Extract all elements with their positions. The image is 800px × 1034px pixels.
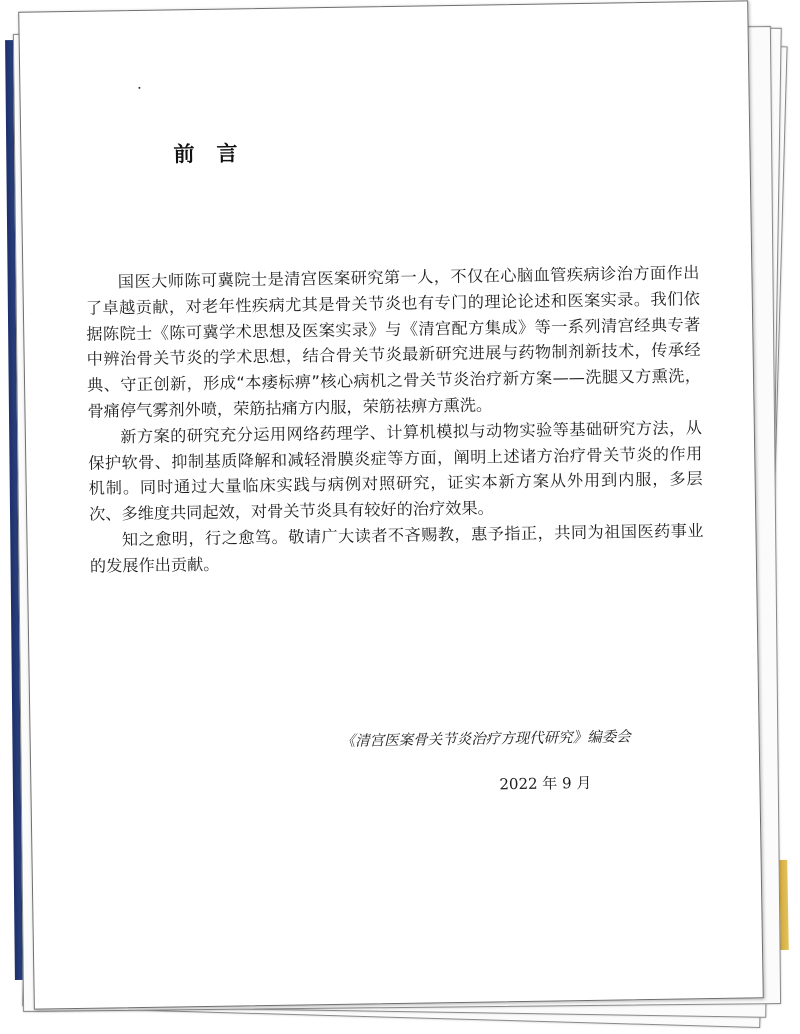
preface-body [85,260,704,579]
paragraph-3: 知之愈明，行之愈笃。敬请广大读者不吝赐教，惠予指正，共同为祖国医药事业的发展作出贡献。 [89,521,704,576]
page-content [81,2,704,794]
editorial-board-signature: 《清宫医案骨关节炎治疗方现代研究》编委会 [340,729,631,750]
paragraph-1: 国医大师陈可冀院士是清宫医案研究第一人，不仅在心脑血管疾病诊治方面作出了卓越贡献，对老年性疾病尤其是骨关节炎也有专门的理论论述和医案实录。我们依据陈院士《陈可冀学术思想及医案实录》与《清宫配方集成》等一系列清宫经典专著中辨治骨关节炎的学术思想，结合骨关节炎最新研究进展与药物制剂新技术，传承经典、守正创新，形成“本痿标痹”核心病机之骨关节炎治疗新方案——洗腿又方熏洗，骨痛停气雾剂外喷，荣筋拈痛方内服，荣筋祛痹方熏洗。 [85,263,702,421]
preface-page [18,0,764,1009]
publication-date: 2022 年 9 月 [499,773,592,794]
ink-dot [138,87,140,89]
page-title: 前言 [173,140,260,167]
paragraph-2: 新方案的研究充分运用网络药理学、计算机模拟与动物实验等基础研究方法，从保护软骨、抑制基质降解和减轻滑膜炎症等方面，阐明上述诸方治疗骨关节炎的作用机制。同时通过大量临床实践与病例对照研究，证实本新方案从外用到内服，多层次、多维度共同起效，对骨关节炎具有较好的治疗效果。 [88,417,703,524]
